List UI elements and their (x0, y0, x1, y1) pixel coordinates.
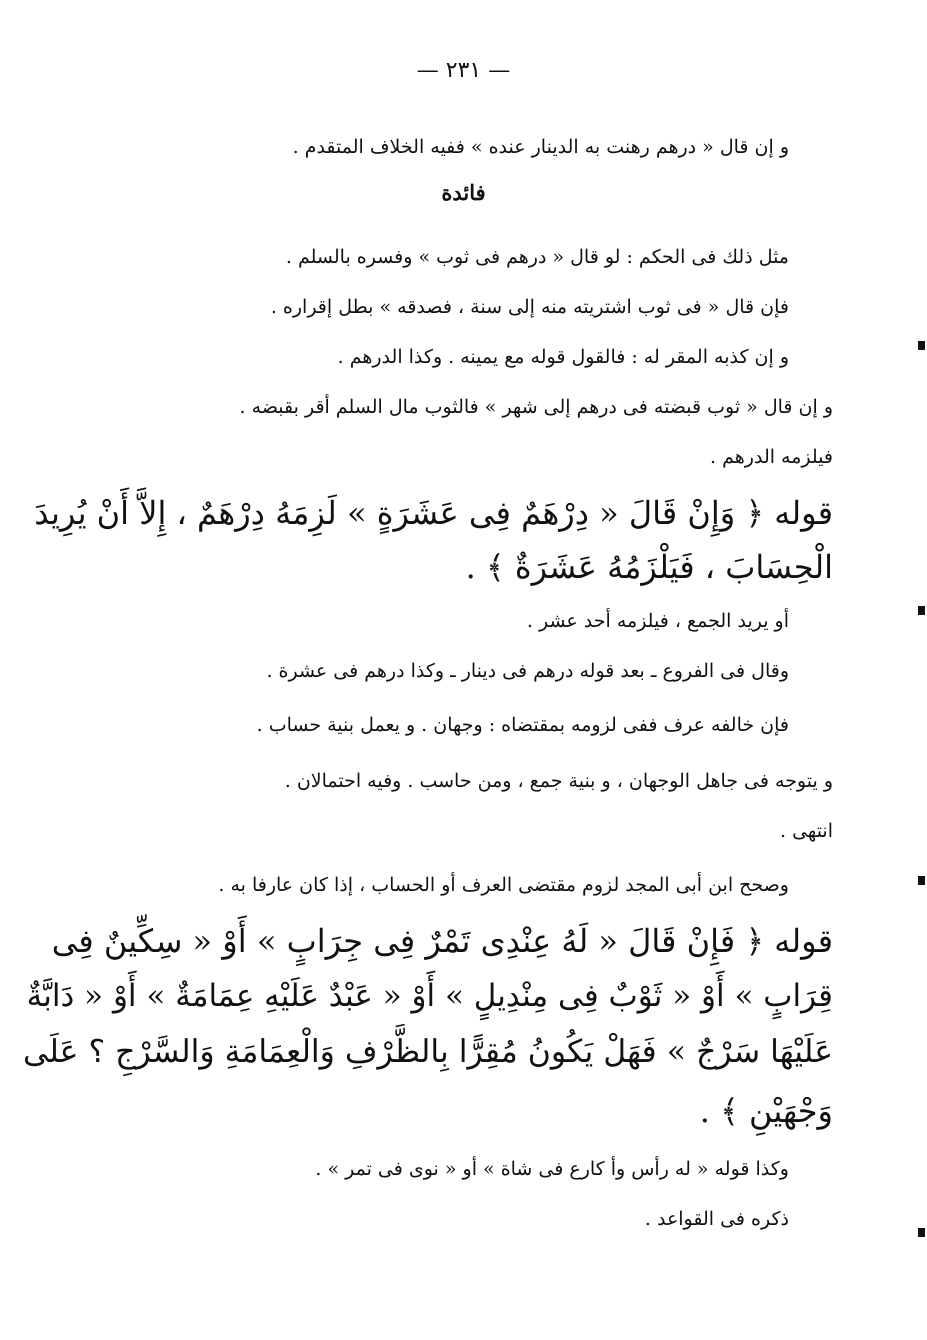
text-line: مثل ذلك فى الحكم : لو قال « درهم فى ثوب » وفسره بالسلم . (285, 246, 789, 268)
text-line: و إن قال « درهم رهنت به الدينار عنده » ففيه الخلاف المتقدم . (292, 136, 789, 158)
text-line: و إن كذبه المقر له : فالقول قوله مع يمينه . وكذا الدرهم . (337, 346, 789, 368)
quran-verse-line: قوله ﴿ فَإِنْ قَالَ « لَهُ عِنْدِى تَمْرٌ فِى جِرَابٍ » أَوْ « سِكِّينٌ فِى (51, 922, 833, 960)
page-number: — ٢٣١ — (416, 58, 511, 83)
text-line: و إن قال « ثوب قبضته فى درهم إلى شهر » فالثوب مال السلم أقر بقبضه . (239, 396, 833, 418)
text-line: وكذا قوله « له رأس وأ كارع فى شاة » أو « نوى فى تمر » . (315, 1158, 789, 1180)
margin-mark (918, 876, 925, 885)
text-line: ذكره فى القواعد . (644, 1208, 789, 1230)
quran-verse-line: قِرَابٍ » أَوْ « ثَوْبٌ فِى مِنْدِيلٍ » أَوْ « عَبْدٌ عَلَيْهِ عِمَامَةٌ » أَوْ « دَابَّةٌ (26, 978, 833, 1014)
text-line: و يتوجه فى جاهل الوجهان ، و بنية جمع ، ومن حاسب . وفيه احتمالان . (284, 770, 833, 792)
quran-verse-line: عَلَيْهَا سَرْجٌ » فَهَلْ يَكُونُ مُقِرًّا بِالظَّرْفِ وَالْعِمَامَةِ وَالسَّرْجِ ؟ عَلَى (22, 1034, 833, 1070)
text-line: انتهى . (780, 820, 833, 842)
quran-verse-line: قوله ﴿ وَإِنْ قَالَ « دِرْهَمٌ فِى عَشَرَةٍ » لَزِمَهُ دِرْهَمٌ ، إِلاَّ أَنْ يُرِيدَ (34, 494, 833, 532)
quran-verse-line: وَجْهَيْنِ ﴾ . (699, 1092, 833, 1130)
quran-verse-line: الْحِسَابَ ، فَيَلْزَمُهُ عَشَرَةٌ ﴾ . (465, 548, 833, 586)
text-line: فيلزمه الدرهم . (710, 446, 833, 468)
text-line: فإن خالفه عرف ففى لزومه بمقتضاه : وجهان . و يعمل بنية حساب . (256, 714, 789, 736)
margin-mark (918, 606, 925, 615)
text-line: وقال فى الفروع ـ بعد قوله درهم فى دينار ـ وكذا درهم فى عشرة . (266, 660, 789, 682)
section-heading: فائدة (441, 180, 486, 205)
margin-mark (918, 1228, 925, 1237)
text-line: أو يريد الجمع ، فيلزمه أحد عشر . (526, 610, 789, 632)
text-line: فإن قال « فى ثوب اشتريته منه إلى سنة ، فصدقه » بطل إقراره . (270, 296, 789, 318)
margin-mark (918, 341, 925, 350)
text-line: وصحح ابن أبى المجد لزوم مقتضى العرف أو الحساب ، إذا كان عارفا به . (218, 874, 789, 896)
